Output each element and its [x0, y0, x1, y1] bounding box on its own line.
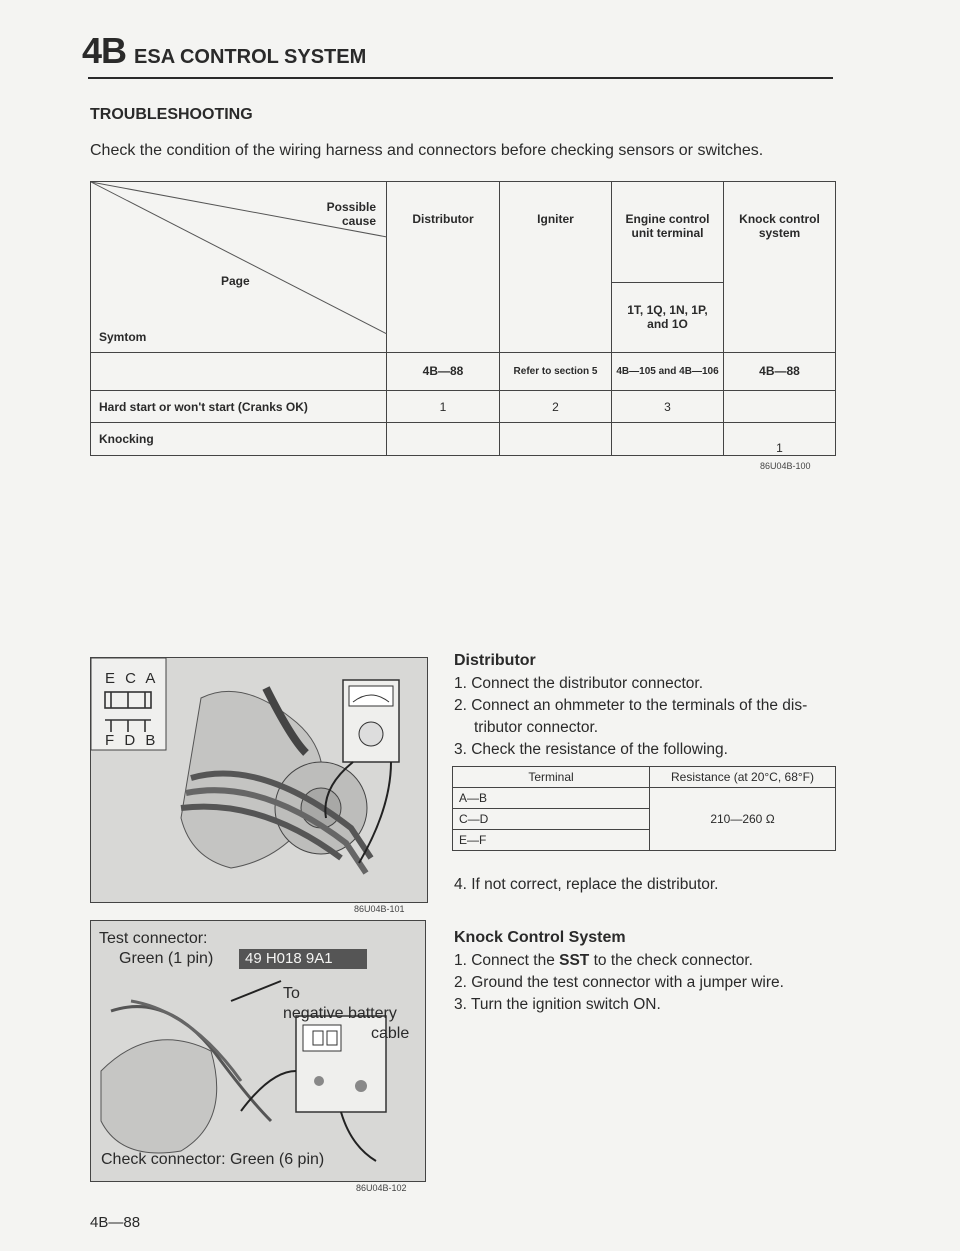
table-cell: 3 — [612, 390, 724, 423]
terminal-cell: E—F — [453, 830, 650, 851]
symptom-label: Knocking — [91, 423, 387, 456]
col-ecu-terminal: Engine control unit terminal — [612, 182, 724, 283]
test-connector-label — [99, 929, 213, 969]
page-ref: 4B—88 — [387, 352, 500, 390]
connector-top-letters: E C A — [105, 670, 159, 687]
table-caption: 86U04B-100 — [760, 461, 811, 471]
battery-label: negative battery — [283, 1005, 397, 1022]
knock-test-figure — [90, 920, 426, 1182]
corner-label-cause: Possible cause — [326, 200, 376, 228]
ecu-terminal-list: 1T, 1Q, 1N, 1P, and 1O — [612, 283, 724, 353]
distributor-illustration — [91, 658, 427, 902]
distributor-title: Distributor — [454, 652, 536, 669]
sst-label: 49 H018 9A1 — [245, 950, 333, 967]
table-row — [91, 423, 836, 456]
table-cell — [387, 423, 500, 456]
table-corner-cell — [91, 182, 387, 353]
section-header — [82, 30, 366, 72]
figure-caption: 86U04B-102 — [356, 1183, 407, 1193]
resistance-table — [452, 766, 836, 851]
step: 3. Check the resistance of the following. — [454, 741, 728, 758]
terminal-cell: C—D — [453, 809, 650, 830]
table-cell — [612, 423, 724, 456]
page-ref: 4B—88 — [724, 352, 836, 390]
figure-caption: 86U04B-101 — [354, 904, 405, 914]
step-text: to the check connector. — [589, 952, 753, 969]
sst-term: SST — [559, 952, 590, 969]
resistance-value: 210—260 Ω — [650, 788, 836, 851]
symptom-label: Hard start or won't start (Cranks OK) — [91, 390, 387, 423]
table-cell — [500, 423, 612, 456]
cable-label: cable — [371, 1025, 410, 1042]
distributor-step-4: 4. If not correct, replace the distributor. — [454, 876, 719, 893]
header-terminal: Terminal — [453, 767, 650, 788]
col-knock-control: Knock control system — [724, 182, 836, 353]
test-connector-title: Test connector: — [99, 930, 208, 947]
to-label: To — [283, 985, 300, 1002]
test-connector-color: Green (1 pin) — [119, 950, 214, 967]
col-distributor: Distributor — [387, 182, 500, 353]
table-row — [453, 788, 836, 809]
corner-label-page: Page — [221, 274, 250, 288]
table-cell: 1 — [724, 423, 836, 456]
step: 3. Turn the ignition switch ON. — [454, 996, 661, 1013]
section-number: 4B — [82, 30, 127, 71]
step: 2. Connect an ohmmeter to the terminals of the dis- — [454, 697, 808, 714]
step — [454, 950, 844, 972]
page-ref: 4B—105 and 4B—106 — [612, 352, 724, 390]
symptom-header-spacer — [91, 352, 387, 390]
page-number: 4B—88 — [90, 1214, 141, 1231]
table-cell: 2 — [500, 390, 612, 423]
distributor-steps — [454, 673, 844, 761]
corner-label-symptom: Symtom — [99, 330, 147, 344]
step-text: 1. Connect the — [454, 952, 560, 969]
section-title: ESA CONTROL SYSTEM — [134, 46, 367, 68]
table-cell — [724, 390, 836, 423]
col-igniter: Igniter — [500, 182, 612, 353]
distributor-figure — [90, 657, 428, 903]
knock-control-title: Knock Control System — [454, 929, 626, 946]
header-resistance: Resistance (at 20°C, 68°F) — [650, 767, 836, 788]
check-connector-label: Check connector: Green (6 pin) — [101, 1151, 325, 1168]
troubleshooting-table — [90, 181, 836, 456]
intro-text: Check the condition of the wiring harness and connectors before checking sensors or switches. — [90, 142, 764, 159]
connector-bottom-letters: F D B — [105, 732, 159, 749]
header-rule — [88, 77, 833, 79]
table-row — [91, 390, 836, 423]
page-ref: Refer to section 5 — [500, 352, 612, 390]
table-cell: 1 — [387, 390, 500, 423]
knock-steps — [454, 950, 844, 1016]
step: 1. Connect the distributor connector. — [454, 675, 704, 692]
step: 2. Ground the test connector with a jumper wire. — [454, 974, 784, 991]
terminal-cell: A—B — [453, 788, 650, 809]
troubleshooting-title: TROUBLESHOOTING — [90, 106, 253, 123]
step: tributor connector. — [474, 719, 599, 736]
